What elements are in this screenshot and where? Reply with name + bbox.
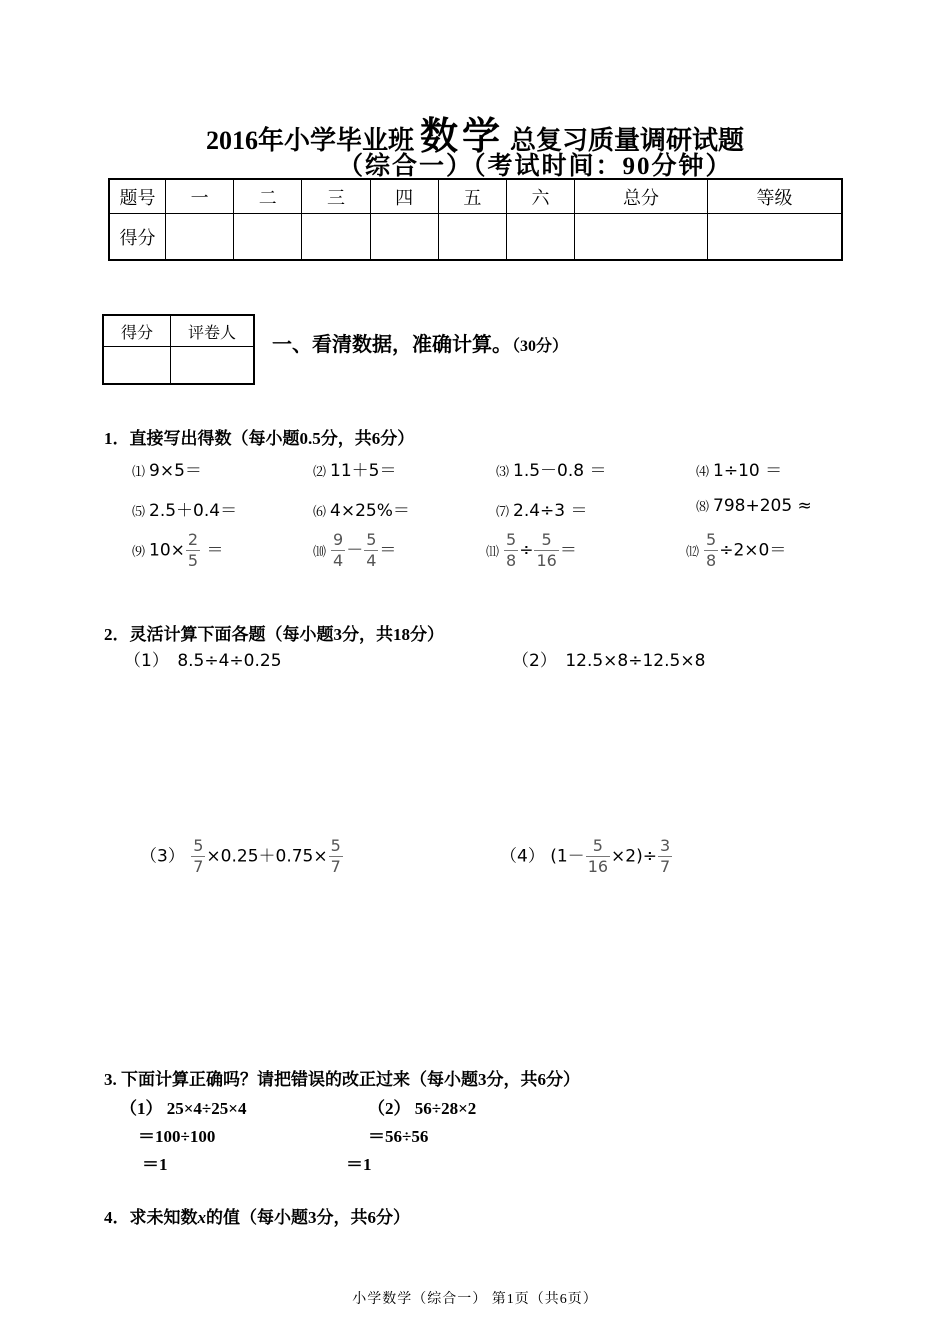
fraction (191, 836, 205, 877)
item-number: ⑹ (313, 505, 327, 520)
denominator: 8 (706, 551, 717, 570)
score-cell[interactable] (302, 214, 370, 261)
item-text: 4×25%＝ (330, 501, 410, 521)
fraction (331, 530, 345, 571)
numerator: 5 (330, 836, 341, 855)
score-table-header: 三 (302, 179, 370, 214)
section1-heading (272, 328, 568, 357)
title-prefix: 2016年小学毕业班 (205, 126, 414, 155)
denominator: 8 (506, 551, 517, 570)
score-table-header: 一 (166, 179, 234, 214)
q1-item (132, 496, 237, 521)
grader-score-label: 得分 (103, 315, 171, 347)
score-table-header: 等级 (707, 179, 842, 214)
score-table (108, 178, 843, 261)
score-cell[interactable] (370, 214, 438, 261)
score-cell[interactable] (166, 214, 234, 261)
score-table-header: 六 (506, 179, 574, 214)
score-table-header: 五 (438, 179, 506, 214)
fraction (534, 530, 558, 571)
q2-problem-2: （2） 12.5×8÷12.5×8 (512, 651, 706, 671)
q4-variable: x (197, 1208, 206, 1227)
q1-item (696, 456, 782, 481)
denominator: 4 (333, 551, 344, 570)
score-cell[interactable] (575, 214, 708, 261)
numerator: 2 (187, 530, 199, 549)
q2-title: 2．灵活计算下面各题（每小题3分，共18分） (104, 625, 444, 644)
denominator: 7 (330, 857, 341, 876)
denominator: 5 (187, 551, 199, 570)
grader-name-label: 评卷人 (171, 315, 255, 347)
denominator: 16 (587, 857, 609, 876)
score-cell[interactable] (707, 214, 842, 261)
score-table-header: 四 (370, 179, 438, 214)
q1-item (686, 530, 786, 571)
item-text: 10× (149, 540, 185, 561)
q2-problem-3 (140, 836, 344, 877)
item-number: ⑿ (686, 544, 700, 560)
denominator: 16 (536, 551, 557, 570)
score-table-header: 题号 (109, 179, 166, 214)
q3-a-line1: （1） 25×4÷25×4 (120, 1099, 247, 1118)
denominator: 4 (366, 551, 377, 570)
fraction (658, 836, 672, 877)
item-text: 2.4÷3 ＝ (513, 501, 588, 521)
operator: － (346, 540, 364, 561)
q3-b-line3: ＝1 (346, 1155, 372, 1174)
q1-item (313, 496, 410, 521)
item-number: ⑽ (313, 544, 327, 560)
item-text: 2.5＋0.4＝ (149, 501, 238, 521)
problem-label: （3） (140, 846, 185, 867)
numerator: 5 (534, 530, 558, 551)
score-cell[interactable] (506, 214, 574, 261)
item-number: ⑴ (132, 465, 146, 480)
item-text: 1÷10 ＝ (713, 461, 783, 481)
item-text: 798+205 ≈ (713, 496, 812, 516)
item-number: ⑼ (132, 544, 146, 560)
grader-score-cell[interactable] (103, 347, 171, 385)
item-number: ⑵ (313, 465, 327, 480)
numerator: 5 (706, 530, 717, 549)
q3-b-line1: （2） 56÷28×2 (368, 1099, 477, 1118)
score-table-header: 总分 (575, 179, 708, 214)
q1-item (696, 496, 812, 516)
q3-b-line2: ＝56÷56 (368, 1127, 429, 1146)
q1-item (313, 456, 396, 481)
expression-text: (1－ (550, 846, 585, 867)
q1-title: 1．直接写出得数（每小题0.5分，共6分） (104, 429, 415, 448)
expression-text: ×0.25＋0.75× (206, 846, 328, 867)
score-cell[interactable] (438, 214, 506, 261)
q1-item (132, 456, 202, 481)
item-number: ⑸ (132, 505, 146, 520)
score-cell[interactable] (234, 214, 302, 261)
item-text: ＝ (559, 540, 577, 561)
item-number: ⑻ (696, 500, 710, 515)
numerator: 5 (586, 836, 610, 857)
fraction (186, 530, 200, 571)
expression-text: ×2)÷ (611, 846, 657, 867)
score-row-label: 得分 (109, 214, 166, 261)
q4-title-post: 的值（每小题3分，共6分） (206, 1208, 410, 1227)
q1-item (486, 530, 577, 571)
fraction (586, 836, 610, 877)
q1-item (496, 496, 588, 521)
q3-a-line2: ＝100÷100 (138, 1127, 216, 1146)
item-text: ＝ (201, 540, 224, 561)
numerator: 3 (659, 836, 671, 855)
item-text: 9×5＝ (149, 461, 202, 481)
score-table-score-row (109, 214, 842, 261)
fraction (704, 530, 718, 571)
item-number: ⑷ (696, 465, 710, 480)
fraction (364, 530, 378, 571)
item-text: ＝ (379, 540, 397, 561)
q3-a-line3: ＝1 (142, 1155, 168, 1174)
denominator: 7 (193, 857, 204, 876)
item-text: ÷2×0＝ (719, 540, 787, 561)
exam-subtitle: （综合一）（考试时间：90分钟） (338, 153, 733, 180)
item-text: 11＋5＝ (330, 461, 397, 481)
fraction (329, 836, 343, 877)
numerator: 9 (333, 530, 344, 549)
score-table-header-row (109, 179, 842, 214)
q2-problem-4 (500, 836, 673, 877)
section1-title: 一、看清数据，准确计算。 (272, 334, 512, 356)
score-table-header: 二 (234, 179, 302, 214)
item-text: 1.5－0.8 ＝ (513, 461, 607, 481)
item-number: ⑺ (496, 505, 510, 520)
q1-item (132, 530, 224, 571)
q1-item (313, 530, 396, 571)
title-subject: 数学 (419, 114, 504, 158)
grader-box (102, 314, 255, 385)
q4-title-pre: 4．求未知数 (104, 1208, 198, 1227)
item-number: ⑾ (486, 544, 500, 560)
section1-points: （30分） (512, 338, 569, 355)
item-number: ⑶ (496, 465, 510, 480)
title-suffix: 总复习质量调研试题 (510, 126, 745, 155)
problem-label: （4） (500, 846, 545, 867)
numerator: 5 (366, 530, 377, 549)
q2-problem-1: （1） 8.5÷4÷0.25 (124, 651, 282, 671)
numerator: 5 (506, 530, 517, 549)
fraction (504, 530, 518, 571)
page-footer: 小学数学（综合一） 第1页（共6页） (352, 1292, 598, 1307)
q3-title: 3. 下面计算正确吗？请把错误的改正过来（每小题3分，共6分） (104, 1070, 580, 1089)
grader-name-cell[interactable] (171, 347, 255, 385)
q4-title (104, 1203, 410, 1228)
q1-item (496, 456, 607, 481)
operator: ÷ (519, 540, 534, 561)
denominator: 7 (659, 857, 671, 876)
numerator: 5 (193, 836, 204, 855)
